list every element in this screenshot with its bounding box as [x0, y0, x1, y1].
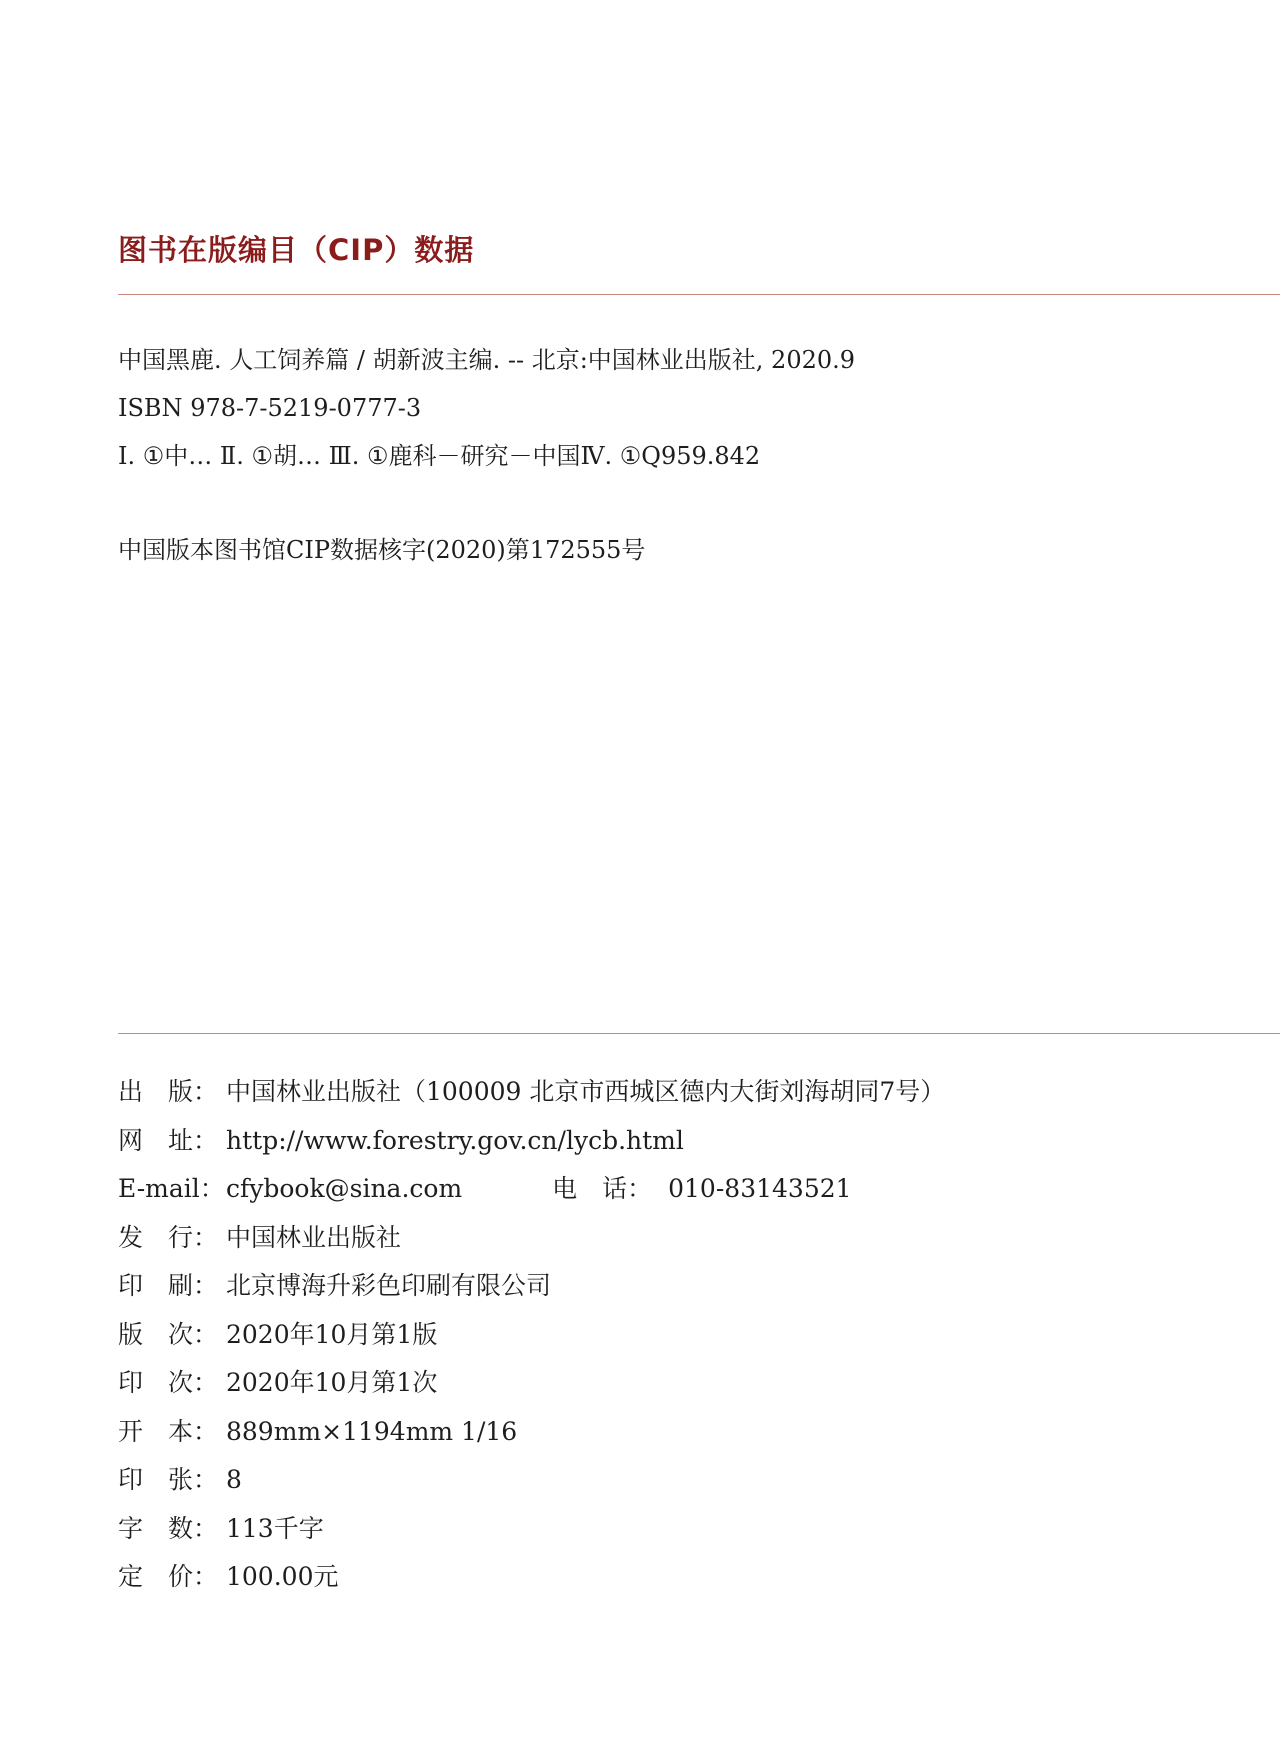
website-link[interactable]: http://www.forestry.gov.cn/lycb.html: [226, 1125, 684, 1155]
imprint-row-sheets: [118, 1456, 945, 1505]
cip-heading: 图书在版编目（CIP）数据: [118, 233, 475, 267]
imprint-label: 字 数：: [118, 1513, 219, 1543]
imprint-label: 印 刷：: [118, 1271, 219, 1300]
imprint-value: 113千字: [226, 1513, 324, 1543]
imprint-label: 电 话：: [552, 1174, 653, 1203]
imprint-row-price: [118, 1553, 945, 1602]
imprint-value: 北京博海升彩色印刷有限公司: [226, 1271, 552, 1300]
bottom-divider: [118, 1033, 1280, 1034]
imprint-row-word-count: [118, 1505, 945, 1554]
imprint-label: 发 行：: [118, 1222, 219, 1252]
imprint-label: 网 址：: [118, 1125, 219, 1155]
imprint-row-printer: [118, 1262, 945, 1311]
imprint-value: 100.00元: [226, 1562, 339, 1591]
cip-record: [118, 336, 855, 480]
phone-group: [552, 1165, 851, 1214]
cip-verification-number: 中国版本图书馆CIP数据核字(2020)第172555号: [118, 536, 646, 564]
imprint-value: 889mm×1194mm 1/16: [226, 1416, 518, 1446]
imprint-value: 2020年10月第1次: [226, 1368, 438, 1397]
imprint-block: [118, 1068, 945, 1602]
imprint-label: E-mail：: [118, 1174, 225, 1203]
cip-line-isbn: ISBN 978-7-5219-0777-3: [118, 394, 422, 422]
imprint-label: 出 版：: [118, 1077, 219, 1106]
imprint-label: 版 次：: [118, 1319, 219, 1349]
imprint-row-format: [118, 1408, 945, 1457]
imprint-label: 开 本：: [118, 1416, 219, 1446]
imprint-label: 印 张：: [118, 1465, 219, 1494]
cip-line-classification: Ⅰ. ①中… Ⅱ. ①胡… Ⅲ. ①鹿科－研究－中国Ⅳ. ①Q959.842: [118, 442, 761, 470]
imprint-value: 2020年10月第1版: [226, 1319, 438, 1349]
imprint-row-contact: [118, 1165, 945, 1214]
imprint-value: 8: [226, 1465, 242, 1494]
imprint-label: 定 价：: [118, 1562, 219, 1591]
imprint-value: 中国林业出版社: [226, 1222, 402, 1252]
email-link[interactable]: cfybook@sina.com: [226, 1174, 463, 1203]
imprint-row-edition: [118, 1311, 945, 1360]
imprint-row-distributor: [118, 1214, 945, 1263]
imprint-row-publisher: [118, 1068, 945, 1117]
top-divider: [118, 294, 1280, 295]
cip-line-title: 中国黑鹿. 人工饲养篇 / 胡新波主编. -- 北京:中国林业出版社, 2020.9: [118, 346, 856, 374]
phone-number: 010-83143521: [668, 1174, 852, 1203]
imprint-label: 印 次：: [118, 1368, 219, 1397]
imprint-value: 中国林业出版社（100009 北京市西城区德内大街刘海胡同7号）: [226, 1077, 946, 1106]
imprint-row-website: [118, 1117, 945, 1166]
imprint-row-impression: [118, 1359, 945, 1408]
